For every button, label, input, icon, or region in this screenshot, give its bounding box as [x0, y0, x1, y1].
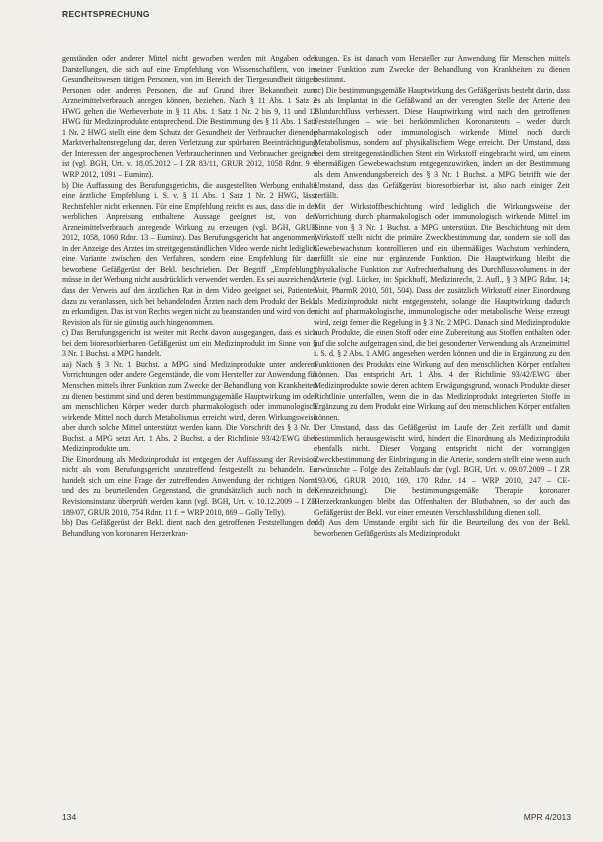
- journal-issue: MPR 4/2013: [523, 812, 571, 822]
- paragraph: aa) Nach § 3 Nr. 1 Buchst. a MPG sind Medizinprodukte unter anderem Vorrichtungen oder andere Gegenstände, die vom Hersteller zur Anwendung für Menschen mittels ihrer Funktion zum Zwecke der Behandlung von Krankheiten zu dienen bestimmt sind und deren bestimmungsgemäße Hauptwirkung im oder am menschlichen Körper weder durch pharmakologisch oder immunologisch wirkende Mittel noch durch Metabolismus erreicht wird, deren Wirkungsweise aber durch solche Mittel unterstützt werden kann. Die Vorschrift des § 3 Nr. 1 Buchst. a MPG setzt Art. 1 Abs. 2 Buchst. a der Richtlinie 93/42/EWG über Medizinprodukte um.: [62, 359, 317, 454]
- paragraph: cc) Die bestimmungsgemäße Hauptwirkung des Gefäßgerüsts besteht darin, dass es als Implantat in die Gefäßwand an der verengten Stelle der Arterie den Blutdurchfluss verbessert. Diese Hauptwirkung wird nach den getroffenen Feststellungen – wie bei herkömmlichen Koronarstents – weder durch pharmakologisch oder immunologisch wirkende Mittel noch durch Metabolismus, sondern auf physikalischem Wege erreicht. Der Umstand, dass bei dem streitgegenständlichen Stent ein Wirkstoff eingebracht wird, um einem übermäßigen Gewebewachstum entgegenzuwirken, ändert an der Bestimmung als dem Anwendungsbereich des § 3 Nr. 1 Buchst. a MPG betrifft wie der Umstand, dass das Gefäßgerüst bioresorbierbar ist, also nach einiger Zeit zerfällt.: [314, 85, 570, 201]
- paragraph: kungen. Es ist danach vom Hersteller zur Anwendung für Menschen mittels seiner Funktion zum Zwecke der Behandlung von Krankheiten zu dienen bestimmt.: [314, 54, 570, 85]
- paragraph: b) Die Auffassung des Berufungsgerichts, die ausgestellten Werbung enthalte eine ärztliche Empfehlung i. S. v. § 11 Abs. 1 Satz 1 Nr. 2 HWG, lässt Rechtsfehler nicht erkennen. Für eine Empfehlung reicht es aus, dass die in der werblichen Anpreisung enthaltene Aussage geeignet ist, von den Arzneimittelverbrauch anregende Wirkung zu erzeugen (vgl. BGH, GRUR 2012, 1058, 1060 Rdnr. 13 – Euminz). Das Berufungsgericht hat angenommen, in der Anzeige des Arztes im streitgegenständlichen Video werde nicht lediglich eine Variante zwischen den Verfahren, sondern eine Empfehlung für das beworbene Gefäßgerüst der Bekl. beschrieben. Der Begriff „Empfehlung“ müsse in der Werbung nicht ausdrücklich verwendet werden. Es sei ausreichend, dass der Verweis auf den ärztlichen Rat in dem Video geeignet sei, Patienten dazu zu veranlassen, sich bei behandelnden Ärzten nach dem Produkt der Bekl. zu erkundigen. Das ist von Rechts wegen nicht zu beanstanden und wird von der Revision als für sie günstig auch hingenommen.: [62, 180, 317, 327]
- paragraph: Mit der Wirkstoffbeschichtung wird lediglich die Wirkungsweise der Vorrichtung durch pharmakologisch oder immunologisch wirkende Mittel im Sinne von § 3 Nr. 1 Buchst. a MPG unterstützt. Die Beschichtung mit dem Wirkstoff stellt nicht die primäre Zweckbestimmung dar, sondern sie soll das Gewebewachstum kontrollieren und ein übermäßiges Wachstum verhindern, erfüllt sie eine nur ergänzende Funktion. Die Hauptwirkung bleibt die physikalische Funktion zur Aufrechterhaltung des Durchflussvolumens in der Arterie (vgl. Lücker, in: Spickhoff, Medizinrecht, 2. Aufl., § 3 MPG Rdnr. 14; Voit, PharmR 2010, 501, 504). Dass der zusätzlich Wirkstoff einer Einordnung als Medizinprodukt nicht entgegensteht, solange die Hauptwirkung dadurch nicht auf pharmakologische, immunologische oder metabolische Weise erzeugt wird, zeigt ferner die Regelung in § 3 Nr. 2 MPG. Danach sind Medizinprodukte auch Produkte, die einen Stoff oder eine Zubereitung aus Stoffen enthalten oder auf die solche aufgetragen sind, die bei gesonderter Verwendung als Arzneimittel i. S. d. § 2 Abs. 1 AMG angesehen werden können und die in Ergänzung zu den Funktionen des Produkts eine Wirkung auf den menschlichen Körper entfalten können. Das entspricht Art. 1 Abs. 4 der Richtlinie 93/42/EWG über Medizinprodukte sowie deren achtem Erwägungsgrund, wonach Produkte dieser Richtlinie unterfallen, wenn die in das Medizinprodukt integrierten Stoffe in Ergänzung zu dem Produkt eine Wirkung auf den menschlichen Körper entfalten können.: [314, 201, 570, 422]
- paragraph: genständen oder anderer Mittel nicht geworben werden mit Angaben oder Darstellungen, die sich auf eine Empfehlung von Wissenschaftlern, von im Gesundheitswesen tätigen Personen, von im Bereich der Tiergesundheit tätigen Personen oder anderen Personen, die auf Grund ihrer Bekanntheit zum Arzneimittelverbrauch anregen können, beziehen. Nach § 11 Abs. 1 Satz 2 HWG gelten die Werbeverbote in § 11 Abs. 1 Satz 1 Nr. 2 bis 9, 11 und 12 HWG für Medizinprodukte entsprechend. Die Bestimmung des § 11 Abs. 1 Satz 1 Nr. 2 HWG stellt eine dem Schutz der Gesundheit der Verbraucher dienende Marktverhaltensregelung dar, deren Verletzung zur spürbaren Beeinträchtigung der Interessen der angesprochenen Verbraucherinnen und Verbraucher geeignet ist (vgl. BGH, Urt. v. 18.05.2012 – I ZR 83/11, GRUR 2012, 1058 Rdnr. 9 = WRP 2012, 1091 – Euminz).: [62, 54, 317, 180]
- paragraph: Die Einordnung als Medizinprodukt ist entgegen der Auffassung der Revision nicht als vom Berufungsgericht unzutreffend festgestellt zu behandeln. Es handelt sich um eine Frage der zutreffenden Anwendung der richtigen Norm und des zu beurteilenden Gegenstand, die grundsätzlich auch noch in der Revisionsinstanz überprüft werden kann (vgl. BGH, Urt. v. 10.12.2009 – I ZR 189/07, GRUR 2010, 754 Rdnr. 11 f. = WRP 2010, 869 – Golly Telly).: [62, 454, 317, 517]
- paragraph: Der Umstand, dass das Gefäßgerüst im Laufe der Zeit zerfällt und damit bestimmlich herausgewischt wird, hindert die Einordnung als Medizinprodukt ebenfalls nicht. Dieser Vorgang entspricht nicht der vorrangigen Zweckbestimmung der Einbringung in die Arterie, sondern stellt eine wenn auch erwünschte – Folge des Zeitablaufs dar (vgl. BGH, Urt. v. 09.07.2009 – I ZR 193/06, GRUR 2010, 169, 170 Rdnr. 14 – WRP 2010, 247 – CE-Kennzeichnung). Die bestimmungsgemäße Therapie koronarer Herzerkrankungen bleibt das Offenhalten der Blutbahnen, so der auch das Gefäßgerüst der Bekl. vor einer erneuten Verschlussbildung dienen soll.: [314, 423, 570, 517]
- paragraph: bb) Das Gefäßgerüst der Bekl. dient nach den getroffenen Feststellungen der Behandlung von koronaren Herzerkran-: [62, 518, 317, 538]
- section-header: RECHTSPRECHUNG: [62, 9, 150, 19]
- page-number: 134: [62, 812, 77, 822]
- right-column: [314, 54, 570, 539]
- paragraph: c) Das Berufungsgericht ist weiter mit Recht davon ausgegangen, dass es sich bei dem bioresorbierbaren Gefäßgerüst um ein Medizinprodukt im Sinne von § 3 Nr. 1 Buchst. a MPG handelt.: [62, 328, 317, 359]
- paragraph: dd) Aus dem Umstande ergibt sich für die Beurteilung des von der Bekl. beworbenen Gefäßgerüsts als Medizinprodukt: [314, 518, 570, 538]
- left-column: [62, 54, 317, 539]
